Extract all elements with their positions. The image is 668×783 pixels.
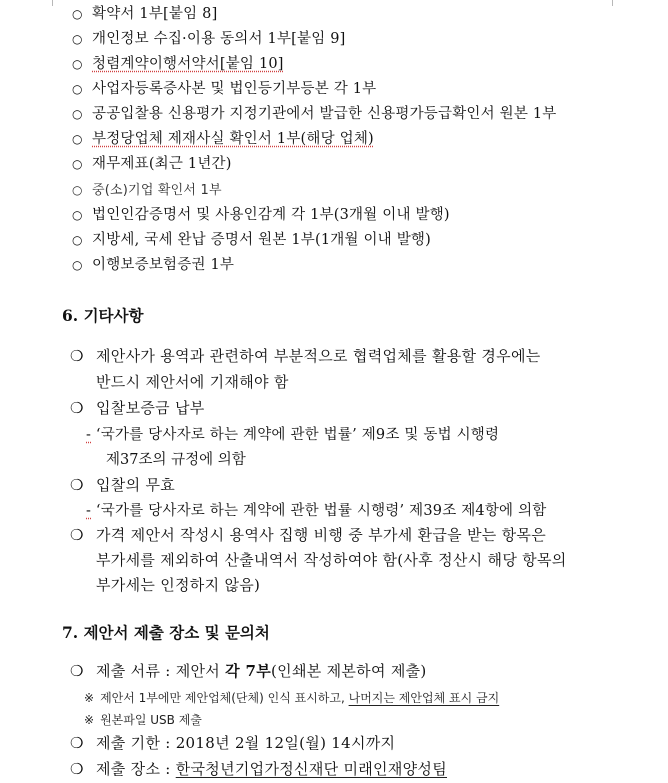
reference-mark: ※ [84,713,95,727]
circle-bullet-icon: ❍ [70,734,84,752]
item-text: 가격 제안서 작성시 용역사 집행 비행 중 부가세 환급을 받는 항목은 [96,526,547,544]
circle-bullet-icon: ❍ [70,347,84,365]
section-7-item-documents [70,660,427,681]
attachment-item [72,102,557,123]
attachment-item [72,152,232,173]
circle-bullet-icon: ❍ [70,662,84,680]
attachment-item [72,2,217,23]
circle-bullet-icon: ❍ [70,760,84,778]
item-text: 제안사가 용역과 관련하여 부분적으로 협력업체를 활용할 경우에는 [96,347,541,365]
detail-continuation: 제37조의 규정에 의함 [106,452,246,468]
item-text-suffix: (인쇄본 제본하여 제출) [271,662,427,680]
attachment-item [72,127,374,148]
item-continuation: 반드시 제안서에 기재해야 함 [96,373,289,391]
note-text: 제안서 1부에만 제안업체(단체) 인식 표시하고, [100,691,349,705]
attachment-text: 공공입찰용 신용평가 지정기관에서 발급한 신용평가등급확인서 원본 1부 [92,106,557,122]
bullet-marker: ○ [72,7,83,21]
invalid-bid-detail [86,499,546,520]
bullet-marker: ○ [72,107,83,121]
bullet-marker: ○ [72,82,83,96]
attachment-item [72,52,284,73]
attachment-text: 지방세, 국세 완납 증명서 원본 1부(1개월 이내 발행) [92,232,431,248]
bullet-marker: ○ [72,208,83,222]
note-identification [84,689,499,706]
attachment-text: 개인정보 수집·이용 동의서 1부[붙임 9] [92,31,346,47]
attachment-item [72,179,222,198]
item-continuation: 부가세는 인정하지 않음) [96,576,261,594]
section-6-item-invalid-bid [70,474,175,495]
bullet-marker: ○ [72,183,83,197]
bullet-marker: ○ [72,233,83,247]
attachment-text: 법인인감증명서 및 사용인감계 각 1부(3개월 이내 발행) [92,207,450,223]
attachment-item [72,253,234,274]
note-text: 원본파일 USB 제출 [100,713,202,727]
circle-bullet-icon: ❍ [70,526,84,544]
reference-mark: ※ [84,691,95,705]
item-continuation: 부가세를 제외하여 산출내역서 작성하여야 함(사후 정산시 해당 항목의 [96,551,567,569]
item-text: 입찰보증금 납부 [96,399,205,417]
bid-deposit-detail [86,423,499,444]
dash-marker: - [86,503,92,519]
attachment-text: 이행보증보험증권 1부 [92,257,235,273]
location-name: 한국청년기업가정신재단 미래인재양성팀 [175,760,448,778]
section-6-item-partners [70,345,541,366]
attachment-text: 부정당업체 제재사실 확인서 1부(해당 업체) [92,131,374,147]
attachment-item [72,27,346,48]
attachment-item [72,203,450,224]
attachment-text: 청렴계약이행서약서[붙임 10] [92,56,284,72]
bullet-marker: ○ [72,32,83,46]
dash-marker: - [86,427,92,443]
attachment-item [72,228,431,249]
attachment-item [72,77,376,98]
circle-bullet-icon: ❍ [70,476,84,494]
note-usb [84,711,202,728]
item-text: 제출 서류 : 제안서 [96,662,226,680]
section-6-item-bid-deposit [70,397,205,418]
attachment-text: 중(소)기업 확인서 1부 [92,183,222,198]
bullet-marker: ○ [72,157,83,171]
circle-bullet-icon: ❍ [70,399,84,417]
detail-text: ‘국가를 당사자로 하는 계약에 관한 법률 시행령’ 제39조 제4항에 의함 [95,503,547,519]
section-7-item-deadline [70,732,395,753]
section-6-item-vat [70,524,546,545]
item-text: 입찰의 무효 [96,476,176,494]
attachment-text: 재무제표(최근 1년간) [92,156,232,172]
page-corner-mark-right [612,0,627,6]
bullet-marker: ○ [72,57,83,71]
section-7-title: 7. 제안서 제출 장소 및 문의처 [62,623,270,642]
section-6-title: 6. 기타사항 [62,306,144,325]
bullet-marker: ○ [72,132,83,146]
page-corner-mark-left [38,0,53,6]
bullet-marker: ○ [72,258,83,272]
note-underlined-text: 나머지는 제안업체 표시 금지 [348,691,500,705]
item-text: 제출 장소 : [96,760,176,778]
attachment-text: 사업자등록증사본 및 법인등기부등본 각 1부 [92,81,377,97]
item-text: 제출 기한 : 2018년 2월 12일(월) 14시까지 [96,734,396,752]
section-7-item-location [70,758,447,779]
copies-count: 각 7부 [225,662,272,680]
detail-text: ‘국가를 당사자로 하는 계약에 관한 법률’ 제9조 및 동법 시행령 [95,427,500,443]
attachment-text: 확약서 1부[붙임 8] [92,6,218,22]
